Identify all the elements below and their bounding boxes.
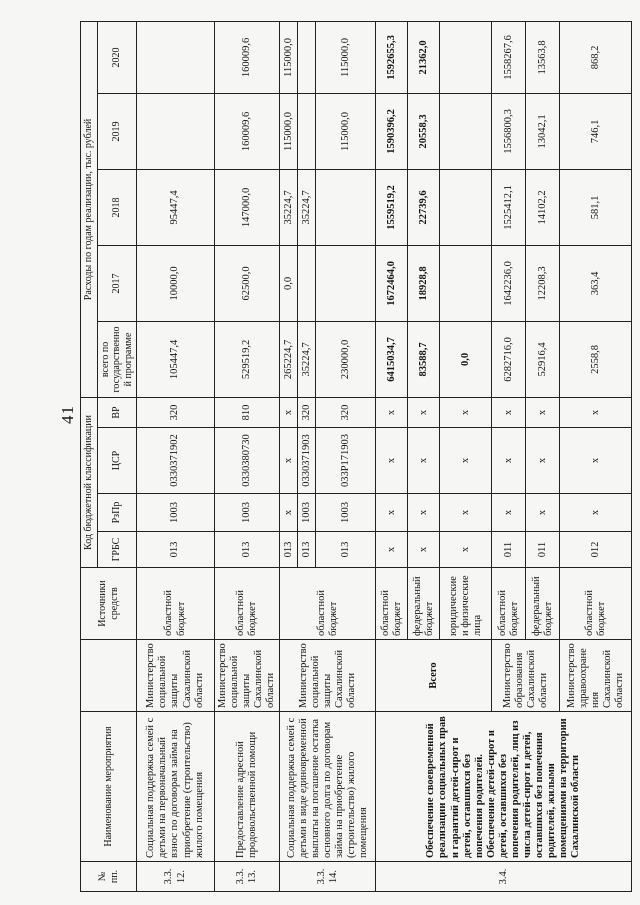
grbs-cell: х (440, 532, 492, 568)
total-cell: 6415034,7 (376, 321, 408, 397)
table-row (376, 21, 408, 891)
year-2018-cell: 35224,7 (280, 169, 298, 245)
year-2019-cell: 746,1 (560, 93, 632, 169)
grbs-cell: 013 (298, 532, 316, 568)
row-number: 3.3. 13. (215, 862, 280, 892)
year-2017-cell: 18928,8 (408, 245, 440, 321)
year-2017-cell (440, 245, 492, 321)
csr-cell: х (376, 428, 408, 494)
year-2020-cell: 115000,0 (316, 21, 376, 93)
rzpr-cell: 1003 (298, 494, 316, 532)
year-2017-cell (298, 245, 316, 321)
activity-name: Обеспечение своевременной реализации социальных прав и гарантий детей-сирот и детей, оставшихся без попечения родителей. Обеспечение детей-сирот и детей, оставшихся без попечения родителей, лиц из числа детей-сирот и детей, оставшихся без попечения родителей, жилыми помещениями на территории Сахалинской области (376, 712, 632, 862)
year-2017-cell: 1672464,0 (376, 245, 408, 321)
header-performer (81, 640, 137, 712)
funding-source: областной бюджет (560, 568, 632, 640)
grbs-cell: 013 (316, 532, 376, 568)
total-cell: 265224,7 (280, 321, 298, 397)
performer: Министерство социальной защиты Сахалинской области (215, 640, 280, 712)
rzpr-cell: 1003 (316, 494, 376, 532)
total-cell: 529519,2 (215, 321, 280, 397)
vr-cell: х (492, 397, 526, 427)
year-2019-cell: 20558,3 (408, 93, 440, 169)
funding-source: областной бюджет (280, 568, 376, 640)
vr-cell: х (560, 397, 632, 427)
performer-health: Министерство здравоохранения Сахалинской области (560, 640, 632, 712)
rzpr-cell: х (492, 494, 526, 532)
total-cell: 52916,4 (526, 321, 560, 397)
activity-name: Социальная поддержка семей с детьми на первоначальный взнос по договорам займа на приобретение (строительство) жилого помещения (137, 712, 215, 862)
total-cell: 83588,7 (408, 321, 440, 397)
grbs-cell: 013 (215, 532, 280, 568)
vr-cell: 810 (215, 397, 280, 427)
csr-cell: 0330371902 (137, 428, 215, 494)
year-2018-cell: 35224,7 (298, 169, 316, 245)
year-2017-cell: 62500,0 (215, 245, 280, 321)
header-budget-code: Код бюджетной классификации (81, 397, 98, 567)
year-2020-cell (298, 21, 316, 93)
year-2019-cell: 1590396,2 (376, 93, 408, 169)
year-2019-cell (298, 93, 316, 169)
grbs-cell: 011 (492, 532, 526, 568)
header-grbs: ГРБС (97, 532, 137, 568)
header-total: всего по государственной программе (97, 321, 137, 397)
csr-cell: х (280, 428, 298, 494)
year-2020-cell: 160009,6 (215, 21, 280, 93)
year-2018-cell: 581,1 (560, 169, 632, 245)
year-2020-cell: 868,2 (560, 21, 632, 93)
activity-name: Социальная поддержка семей с детьми в виде единовременной выплаты на погашение остатка основного долга по договорам займа на приобретение (строительство) жилого помещения (280, 712, 376, 862)
table-row (215, 21, 280, 891)
total-cell: 0,0 (440, 321, 492, 397)
year-2017-cell: 12208,3 (526, 245, 560, 321)
funding-source: областной бюджет (376, 568, 408, 640)
year-2019-cell: 13042,1 (526, 93, 560, 169)
year-2018-cell: 14102,2 (526, 169, 560, 245)
vr-cell: х (408, 397, 440, 427)
rzpr-cell: 1003 (137, 494, 215, 532)
rzpr-cell: 1003 (215, 494, 280, 532)
grbs-cell: х (408, 532, 440, 568)
year-2019-cell: 160009,6 (215, 93, 280, 169)
csr-cell: 033P171903 (316, 428, 376, 494)
grbs-cell: 013 (137, 532, 215, 568)
grbs-cell: 013 (280, 532, 298, 568)
year-2018-cell: 95447,4 (137, 169, 215, 245)
year-2018-cell: 22739,6 (408, 169, 440, 245)
performer-education: Министерство образования Сахалинской области (492, 640, 560, 712)
year-2018-cell: 1525412,1 (492, 169, 526, 245)
rzpr-cell: х (440, 494, 492, 532)
table-row (280, 21, 298, 891)
rzpr-cell: х (560, 494, 632, 532)
grbs-cell: х (376, 532, 408, 568)
performer: Министерство социальной защиты Сахалинской области (137, 640, 215, 712)
year-2019-cell (440, 93, 492, 169)
year-2017-cell: 10000,0 (137, 245, 215, 321)
csr-cell: х (560, 428, 632, 494)
performer-total: Всего (376, 640, 492, 712)
funding-source: юридические и физические лица (440, 568, 492, 640)
funding-source: областной бюджет (492, 568, 526, 640)
csr-cell: х (526, 428, 560, 494)
total-cell: 2558,8 (560, 321, 632, 397)
year-2020-cell: 115000,0 (280, 21, 298, 93)
funding-source: федеральный бюджет (408, 568, 440, 640)
total-cell: 230000,0 (316, 321, 376, 397)
header-activity: Наименование мероприятия (81, 712, 137, 862)
header-vr: ВР (97, 397, 137, 427)
year-2019-cell (137, 93, 215, 169)
vr-cell: х (376, 397, 408, 427)
grbs-cell: 011 (526, 532, 560, 568)
header-csr: ЦСР (97, 428, 137, 494)
year-2019-cell: 115000,0 (316, 93, 376, 169)
performer: Министерство социальной защиты Сахалинской области (280, 640, 376, 712)
csr-cell: 0330380730 (215, 428, 280, 494)
year-2020-cell (440, 21, 492, 93)
year-2018-cell: 147000,0 (215, 169, 280, 245)
year-2018-cell (316, 169, 376, 245)
budget-table (80, 21, 632, 892)
row-number: 3.3. 14. (280, 862, 376, 892)
year-2017-cell (316, 245, 376, 321)
funding-source: федеральный бюджет (526, 568, 560, 640)
year-2017-cell: 1642236,0 (492, 245, 526, 321)
header-rzpr: РзПр (97, 494, 137, 532)
grbs-cell: 012 (560, 532, 632, 568)
page-number: 41 (58, 405, 77, 424)
header-year-2020: 2020 (97, 21, 137, 93)
total-cell: 6282716,0 (492, 321, 526, 397)
vr-cell: х (280, 397, 298, 427)
vr-cell: х (440, 397, 492, 427)
vr-cell: 320 (316, 397, 376, 427)
csr-cell: 0330371903 (298, 428, 316, 494)
csr-cell: х (492, 428, 526, 494)
vr-cell: 320 (298, 397, 316, 427)
header-source: Источники средств (81, 568, 137, 640)
vr-cell: х (526, 397, 560, 427)
year-2020-cell (137, 21, 215, 93)
csr-cell: х (440, 428, 492, 494)
year-2019-cell: 115000,0 (280, 93, 298, 169)
rzpr-cell: х (280, 494, 298, 532)
year-2017-cell: 0,0 (280, 245, 298, 321)
total-cell: 105447,4 (137, 321, 215, 397)
year-2019-cell: 1556800,3 (492, 93, 526, 169)
table-row (137, 21, 215, 891)
row-number: 3.4. (376, 862, 632, 892)
header-no: № пп. (81, 862, 137, 892)
rzpr-cell: х (526, 494, 560, 532)
funding-source: областной бюджет (215, 568, 280, 640)
total-cell: 35224,7 (298, 321, 316, 397)
year-2020-cell: 13563,8 (526, 21, 560, 93)
year-2018-cell (440, 169, 492, 245)
rzpr-cell: х (376, 494, 408, 532)
activity-name: Предоставление адресной продовольственной помощи (215, 712, 280, 862)
header-year-2019: 2019 (97, 93, 137, 169)
vr-cell: 320 (137, 397, 215, 427)
year-2020-cell: 21362,0 (408, 21, 440, 93)
row-number: 3.3. 12. (137, 862, 215, 892)
year-2018-cell: 1559519,2 (376, 169, 408, 245)
header-year-2017: 2017 (97, 245, 137, 321)
csr-cell: х (408, 428, 440, 494)
year-2020-cell: 1592655,3 (376, 21, 408, 93)
header-expenses: Расходы по годам реализации, тыс. рублей (81, 21, 98, 397)
header-row-1 (81, 21, 98, 891)
funding-source: областной бюджет (137, 568, 215, 640)
year-2017-cell: 363,4 (560, 245, 632, 321)
rotated-table-container (80, 22, 640, 892)
rzpr-cell: х (408, 494, 440, 532)
header-year-2018: 2018 (97, 169, 137, 245)
year-2020-cell: 1558267,6 (492, 21, 526, 93)
